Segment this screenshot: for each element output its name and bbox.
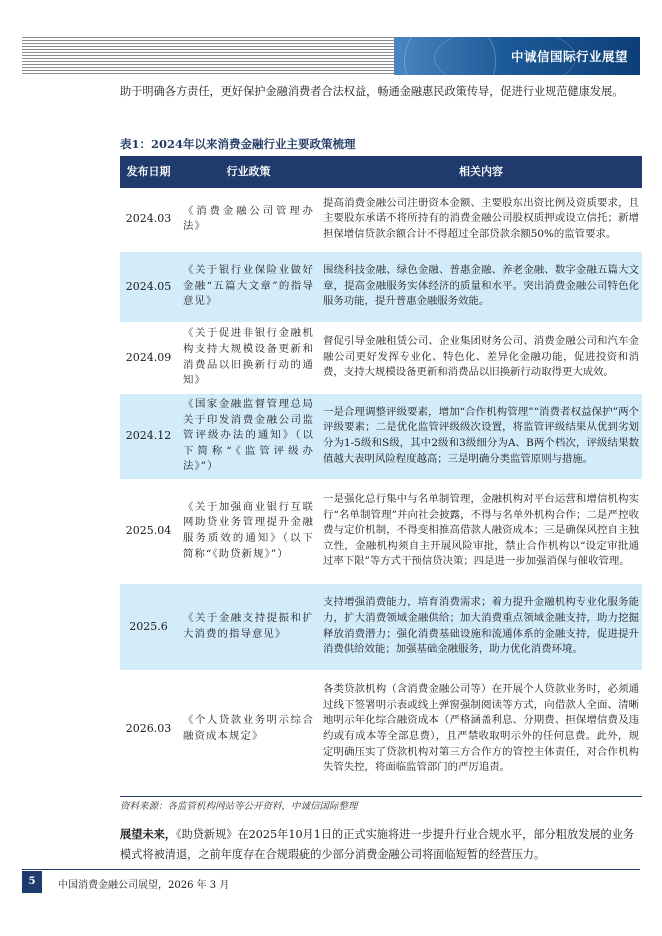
table-row: [120, 251, 642, 322]
header-title: 中诚信国际行业展望: [510, 49, 628, 64]
row-policy: 《个人贷款业务明示综合融资成本规定》: [177, 670, 320, 788]
row-policy: 《消费金融公司管理办法》: [177, 188, 320, 251]
row-date: 2026.03: [120, 670, 177, 788]
row-content: 各类贷款机构（含消费金融公司等）在开展个人贷款业务时，必须通过线下签署明示表或线上弹窗强制阅读等方式，向借款人全面、清晰地明示年化综合融资成本（严格涵盖利息、分期费、担保增信费及违约或有成本等全部息费），且严禁收取明示外的任何息费。此外，规定明确压实了贷款机构对第三方合作方的管控主体责任，对合作机构失管失控，将面临监管部门的严厉追责。: [320, 670, 642, 788]
table-row: [120, 670, 642, 788]
row-policy: 《关于促进非银行金融机构支持大规模设备更新和消费品以旧换新行动的通知》: [177, 322, 320, 393]
header-content: 相关内容: [320, 156, 642, 188]
table-row: [120, 479, 642, 583]
header-stripes: [22, 37, 394, 75]
header-banner: [394, 37, 640, 75]
row-content: 一是强化总行集中与名单制管理，金融机构对平台运营和增信机构实行“名单制管理”并向社会披露，不得与名单外机构合作；二是严控收费与定价机制，不得变相推高借款人融资成本；三是确保风控自主独立性，金融机构须自主开展风险审批，禁止合作机构以“设定审批通过率下限”等方式干预信贷决策；四是进一步加强消保与催收管理。: [320, 479, 642, 583]
page-number: 5: [28, 876, 36, 887]
row-content: 提高消费金融公司注册资本金额、主要股东出资比例及资质要求，且主要股东承诺不将所持有的消费金融公司股权质押或设立信托；新增担保增信贷款余额合计不得超过全部贷款余额50%的监管要求。: [320, 188, 642, 251]
row-content: 督促引导金融租赁公司、企业集团财务公司、消费金融公司和汽车金融公司更好发挥专业化、特色化、差异化金融功能，促进投资和消费，支持大规模设备更新和消费品以旧换新行动取得更大成效。: [320, 322, 642, 393]
footer-rule: [22, 869, 640, 870]
table-row: [120, 322, 642, 393]
row-date: 2025.04: [120, 479, 177, 583]
table-caption: 表1：2024年以来消费金融行业主要政策梳理: [120, 137, 356, 151]
row-date: 2024.03: [120, 188, 177, 251]
policy-table: [120, 156, 642, 789]
outlook-paragraph: [120, 824, 642, 865]
row-date: 2024.09: [120, 322, 177, 393]
header-policy: 行业政策: [177, 156, 320, 188]
outlook-lead: 展望未来，: [120, 827, 176, 841]
outlook-text: 《助贷新规》在2025年10月1日的正式实施将进一步提升行业合规水平，部分粗放发展的业务模式将被清退，之前年度存在合规瑕疵的少部分消费金融公司将面临短暂的经营压力。: [120, 828, 635, 861]
row-content: 支持增强消费能力，培育消费需求；着力提升金融机构专业化服务能力，扩大消费领域金融供给；加大消费重点领域金融支持，助力挖掘释放消费潜力；强化消费基础设施和流通体系的金融支持，促进提升消费供给效能；加强基础金融服务，助力优化消费环境。: [320, 583, 642, 670]
table-header-row: [120, 156, 642, 188]
intro-paragraph: 助于明确各方责任，更好保护金融消费者合法权益，畅通金融惠民政策传导，促进行业规范健康发展。: [120, 85, 624, 98]
row-policy: 《关于银行业保险业做好金融“五篇大文章”的指导意见》: [177, 251, 320, 322]
row-policy: 《国家金融监督管理总局关于印发消费金融公司监管评级办法的通知》（以下简称“《监管评级办法》”）: [177, 393, 320, 479]
row-content: 一是合理调整评级要素，增加“合作机构管理”“消费者权益保护”两个评级要素；二是优化监管评级级次设置，将监管评级结果从优到劣划分为1-5级和S级，其中2级和3级细分为A、B两个档次，评级结果数值越大表明风险程度越高；三是明确分类监管原则与措施。: [320, 393, 642, 479]
header-date: 发布日期: [120, 156, 177, 188]
source-note: 资料来源：各监管机构网站等公开资料，中诚信国际整理: [120, 796, 642, 814]
table-row: [120, 188, 642, 251]
row-policy: 《关于加强商业银行互联网助贷业务管理提升金融服务质效的通知》（以下简称“《助贷新规》”）: [177, 479, 320, 583]
row-date: 2024.12: [120, 393, 177, 479]
footer-text: 中国消费金融公司展望，2026 年 3 月: [58, 880, 230, 891]
row-content: 围绕科技金融、绿色金融、普惠金融、养老金融、数字金融五篇大文章，提高金融服务实体经济的质量和水平。突出消费金融公司特色化服务功能，提升普惠金融服务效能。: [320, 251, 642, 322]
row-date: 2025.6: [120, 583, 177, 670]
table-row: [120, 583, 642, 670]
table-row: [120, 393, 642, 479]
row-date: 2024.05: [120, 251, 177, 322]
row-policy: 《关于金融支持提振和扩大消费的指导意见》: [177, 583, 320, 670]
